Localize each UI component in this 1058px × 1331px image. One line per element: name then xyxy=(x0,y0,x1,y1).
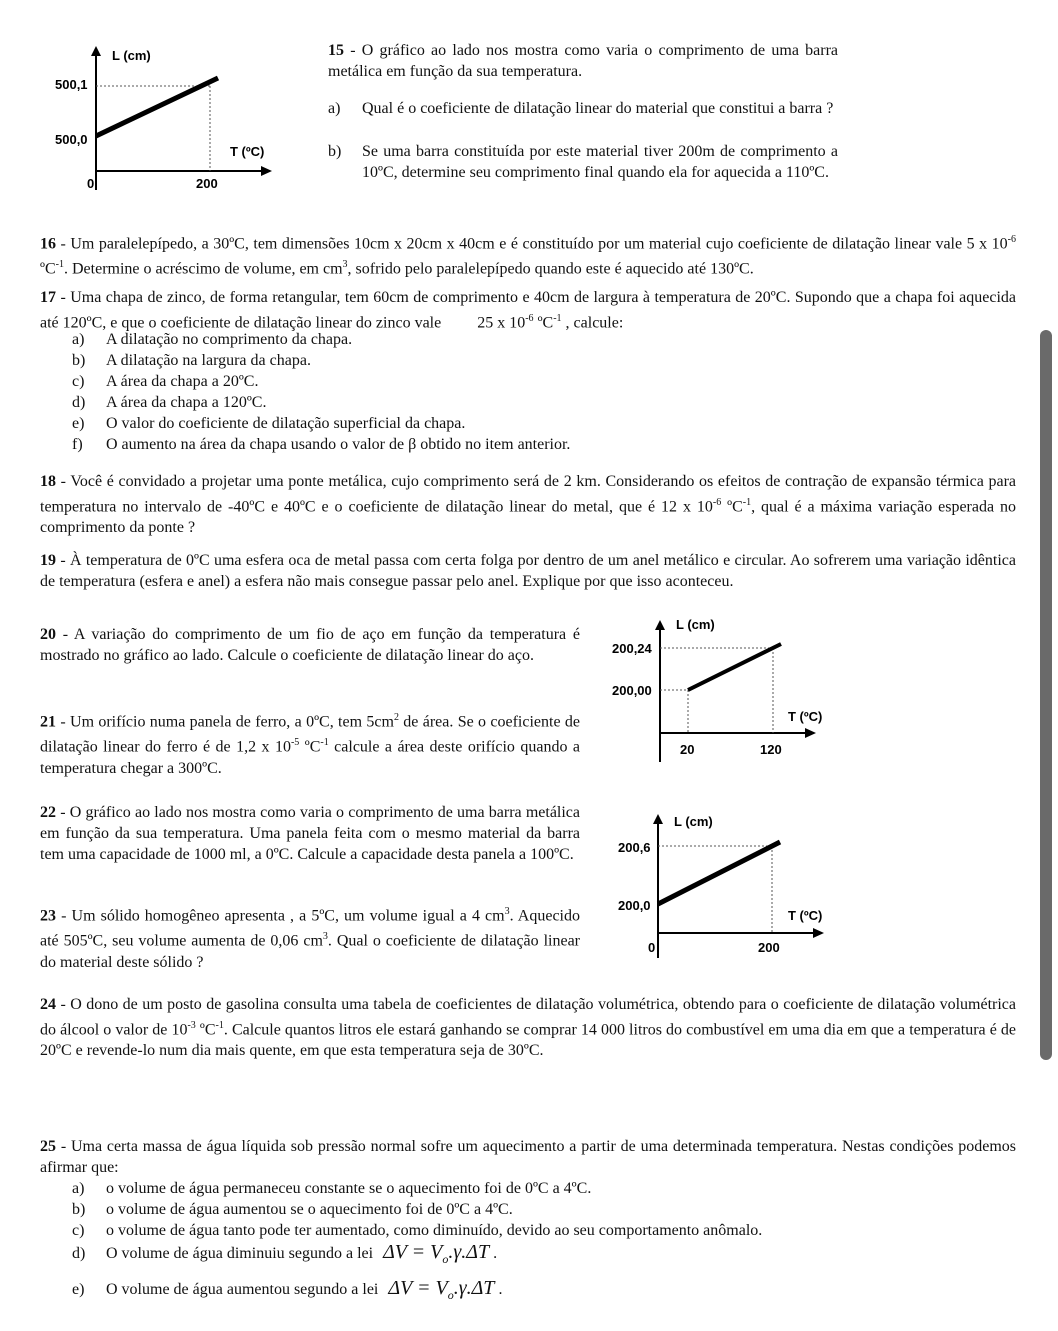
question-number: 25 xyxy=(40,1138,56,1155)
item-text: O valor do coeficiente de dilatação superficial da chapa. xyxy=(106,415,466,432)
question-25-item-e xyxy=(72,1278,502,1306)
data-line xyxy=(658,842,780,904)
question-17-item-f xyxy=(72,434,570,455)
y-tick-bottom: 200,00 xyxy=(612,683,652,698)
question-text: - A variação do comprimento de um fio de aço em função da temperatura é mostrado no gráfico ao lado. Calcule o coeficiente de dilatação linear do aço. xyxy=(40,626,581,664)
question-number: 19 xyxy=(40,552,56,569)
x-origin: 0 xyxy=(648,940,656,955)
y-axis-label: L (cm) xyxy=(112,48,151,63)
formula-sub: o xyxy=(442,1252,449,1266)
exponent: -3 xyxy=(187,1020,196,1031)
unit: ºC xyxy=(195,1021,216,1039)
x-axis-arrow xyxy=(805,728,816,738)
y-tick-top: 200,6 xyxy=(618,840,651,855)
x-axis-label: T (ºC) xyxy=(230,144,265,159)
question-25 xyxy=(40,1136,1016,1178)
question-24 xyxy=(40,994,1016,1061)
question-22 xyxy=(40,802,580,865)
item-text: o volume de água aumentou se o aquecimento foi de 0ºC a 4ºC. xyxy=(106,1201,513,1218)
question-15 xyxy=(328,40,838,82)
question-number: 16 xyxy=(40,235,56,253)
formula xyxy=(388,1277,495,1302)
question-number: 17 xyxy=(40,289,56,306)
x-tick-2: 120 xyxy=(760,742,782,757)
formula-end: . xyxy=(494,1281,503,1298)
question-text: - À temperatura de 0ºC uma esfera oca de metal passa com certa folga por dentro de um anel metálico e circular. Ao sofrerem uma variação idêntica de temperatura (esfera e anel) a esfera não mais consegue passar pelo anel. Explique por que isso aconteceu. xyxy=(40,552,1017,590)
y-axis-arrow xyxy=(91,46,101,56)
question-text: - Um paralelepípedo, a 30ºC, tem dimensões 10cm x 20cm x 40cm e é constituído por um material cujo coeficiente de dilatação linear vale 5 x 10 xyxy=(60,235,1008,253)
y-tick-top: 200,24 xyxy=(612,641,652,656)
y-axis-arrow xyxy=(655,620,665,630)
formula-rhs: .γ.ΔT xyxy=(448,1241,490,1263)
question-text: . Qual o coeficiente de dilatação linear do material deste sólido ? xyxy=(40,932,580,971)
formula-rhs: .γ.ΔT xyxy=(453,1277,495,1299)
exponent: -6 xyxy=(712,497,722,508)
question-number: 20 xyxy=(40,626,56,643)
question-number: 24 xyxy=(40,996,56,1013)
question-text: calcule a área deste orifício quando a temperatura chegar a 300ºC. xyxy=(40,738,581,777)
question-17-item-b xyxy=(72,350,311,371)
question-17-item-e xyxy=(72,413,465,434)
item-text: Qual é o coeficiente de dilatação linear do material que constitui a barra ? xyxy=(362,100,834,117)
question-number: 23 xyxy=(40,907,56,925)
question-text: , sofrido pelo paralelepípedo quando este é aquecido até 130ºC. xyxy=(347,260,754,278)
y-tick-top: 500,1 xyxy=(55,77,88,92)
question-text: de área. Se o coeficiente de dilatação linear do ferro é de 1,2 x 10 xyxy=(40,713,580,756)
item-text: O volume de água aumentou segundo a lei xyxy=(106,1281,379,1298)
item-mark: a) xyxy=(72,331,85,348)
item-mark: e) xyxy=(72,415,85,432)
question-23 xyxy=(40,901,580,973)
x-axis-arrow xyxy=(261,166,272,176)
scrollbar-thumb[interactable] xyxy=(1040,330,1052,1060)
exponent: -1 xyxy=(55,259,64,271)
item-mark: c) xyxy=(72,1222,85,1239)
x-tick: 200 xyxy=(196,176,218,191)
exponent: 3 xyxy=(322,931,328,943)
question-text: . Determine o acréscimo de volume, em cm xyxy=(63,260,343,278)
question-16 xyxy=(40,229,1016,280)
question-text: , calcule: xyxy=(565,314,624,332)
item-mark: d) xyxy=(72,1245,86,1262)
unit: ºC xyxy=(299,738,321,756)
question-number: 21 xyxy=(40,713,56,731)
question-17-item-a xyxy=(72,329,352,350)
x-axis-label: T (ºC) xyxy=(788,709,823,724)
graph-q22 xyxy=(612,808,852,968)
data-line xyxy=(688,644,781,690)
question-text: - Um orifício numa panela de ferro, a 0ºC, tem 5cm xyxy=(60,713,394,731)
formula-end: . xyxy=(489,1245,498,1262)
question-text: , qual é a máxima variação esperada no comprimento da ponte ? xyxy=(40,498,1016,537)
question-text: - O dono de um posto de gasolina consulta uma tabela de coeficientes de dilatação volumétrica, obtendo para o coeficiente de dilatação volumétrica do álcool o valor de 10 xyxy=(40,996,1017,1039)
item-text: O aumento na área da chapa usando o valor de β obtido no item anterior. xyxy=(106,436,571,453)
x-origin: 0 xyxy=(87,176,95,191)
formula-lhs: ΔV = V xyxy=(383,1241,443,1263)
formula-lhs: ΔV = V xyxy=(388,1277,448,1299)
question-text: . Aquecido até 505ºC, seu volume aumenta de 0,06 cm xyxy=(40,907,581,950)
item-text: A área da chapa a 120ºC. xyxy=(106,394,267,411)
question-17-item-d xyxy=(72,392,266,413)
x-axis-arrow xyxy=(813,928,824,938)
x-axis-label: T (ºC) xyxy=(788,908,823,923)
item-text: A área da chapa a 20ºC. xyxy=(106,373,259,390)
question-25-item-b xyxy=(72,1199,513,1220)
item-mark: f) xyxy=(72,436,83,453)
question-number: 18 xyxy=(40,473,56,490)
exponent: -1 xyxy=(320,737,329,749)
data-line xyxy=(96,78,218,136)
item-text: O volume de água diminuiu segundo a lei xyxy=(106,1245,374,1262)
question-text: - Uma chapa de zinco, de forma retangular, tem 60cm de comprimento e 40cm de largura à temperatura de 20ºC. Supondo que a chapa foi aquecida até 120ºC, e que o coeficiente de dilatação linear do zinco vale xyxy=(40,289,1017,332)
item-text: A dilatação na largura da chapa. xyxy=(106,352,311,369)
item-text: A dilatação no comprimento da chapa. xyxy=(106,331,353,348)
question-text: - O gráfico ao lado nos mostra como varia o comprimento de uma barra metálica em função da sua temperatura. xyxy=(328,42,839,80)
y-tick-bottom: 500,0 xyxy=(55,132,88,147)
y-axis-arrow xyxy=(653,814,663,824)
question-20 xyxy=(40,624,580,666)
item-mark: b) xyxy=(72,352,86,369)
exponent: -6 xyxy=(525,313,534,324)
item-mark: e) xyxy=(72,1281,85,1298)
question-17 xyxy=(40,287,1016,333)
graph-q15 xyxy=(50,40,290,200)
question-25-item-a xyxy=(72,1178,591,1199)
unit: ºC xyxy=(40,260,56,278)
item-mark: a) xyxy=(328,100,341,117)
coefficient: 25 x 10 xyxy=(477,314,526,332)
question-number: 22 xyxy=(40,804,56,821)
question-text: - Uma certa massa de água líquida sob pressão normal sofre um aquecimento a partir de uma determinada temperatura. Nestas condições podemos afirmar que: xyxy=(40,1138,1017,1176)
question-text: . Calcule quantos litros ele estará ganhando se comprar 14 000 litros do combustível em uma dia em que a temperatura é de 20ºC e revende-lo num dia mais quente, em que esta temperatura seja de 30ºC. xyxy=(40,1021,1016,1060)
item-mark: c) xyxy=(72,373,85,390)
y-axis-label: L (cm) xyxy=(674,814,713,829)
question-21 xyxy=(40,707,580,779)
exponent: -1 xyxy=(742,497,752,508)
x-tick: 200 xyxy=(758,940,780,955)
question-15-item-b xyxy=(328,141,838,183)
question-text: - Você é convidado a projetar uma ponte metálica, cujo comprimento será de 2 km. Considerando os efeitos de contração de expansão térmica para temperatura no intervalo de -40ºC e 40ºC e o coeficiente de dilatação linear do metal, que é 12 x 10 xyxy=(40,473,1016,516)
x-tick-1: 20 xyxy=(680,742,695,757)
formula xyxy=(383,1241,490,1266)
item-mark: d) xyxy=(72,394,86,411)
exponent: 2 xyxy=(393,712,399,723)
question-number: 15 xyxy=(328,42,344,59)
item-text: Se uma barra constituída por este material tiver 200m de comprimento a 10ºC, determine seu comprimento final quando ela for aquecida a 110ºC. xyxy=(362,143,838,181)
question-15-item-a xyxy=(328,98,838,119)
item-mark: b) xyxy=(72,1201,86,1218)
question-18 xyxy=(40,471,1016,538)
exponent: 3 xyxy=(342,259,348,271)
question-25-item-d xyxy=(72,1242,497,1270)
y-axis-label: L (cm) xyxy=(676,617,715,632)
exponent: -6 xyxy=(1007,234,1017,245)
exponent: -1 xyxy=(215,1020,224,1031)
exponent: -1 xyxy=(553,313,562,324)
question-19 xyxy=(40,550,1016,592)
exponent: 3 xyxy=(504,906,510,917)
item-text: o volume de água tanto pode ter aumentado, como diminuído, devido ao seu comportamento anômalo. xyxy=(106,1222,763,1239)
question-17-item-c xyxy=(72,371,258,392)
question-25-item-c xyxy=(72,1220,762,1241)
item-mark: b) xyxy=(328,143,342,160)
y-tick-bottom: 200,0 xyxy=(618,898,651,913)
unit: ºC xyxy=(721,498,743,516)
graph-q20 xyxy=(608,612,848,772)
formula-sub: o xyxy=(447,1288,454,1302)
exponent: -5 xyxy=(290,737,300,749)
item-text: o volume de água permaneceu constante se o aquecimento foi de 0ºC a 4ºC. xyxy=(106,1180,592,1197)
question-text: - O gráfico ao lado nos mostra como varia o comprimento de uma barra metálica em função da sua temperatura. Uma panela feita com o mesmo material da barra tem uma capacidade de 1000 ml, a 0ºC. Calcule a capacidade desta panela a 100ºC. xyxy=(40,804,581,863)
item-mark: a) xyxy=(72,1180,85,1197)
unit: ºC xyxy=(533,314,554,332)
question-text: - Um sólido homogêneo apresenta , a 5ºC, um volume igual a 4 cm xyxy=(61,907,505,925)
